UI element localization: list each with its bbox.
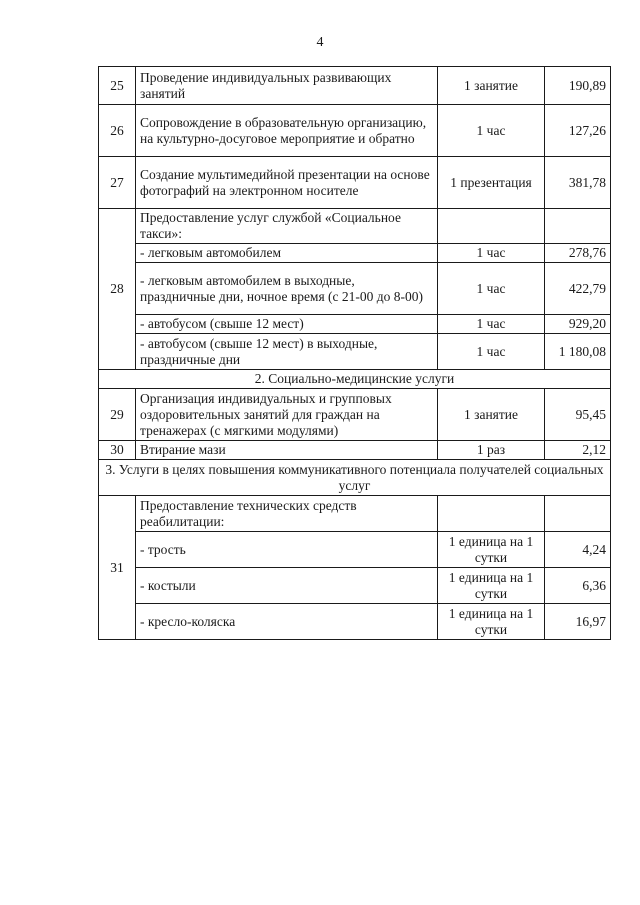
service-price: 127,26 [545, 105, 611, 157]
service-unit: 1 единица на 1 сутки [438, 532, 545, 568]
service-unit: 1 час [438, 263, 545, 315]
table-row-31-item [99, 568, 611, 604]
row-number: 31 [99, 496, 136, 640]
table-row-28-item [99, 334, 611, 370]
service-unit: 1 единица на 1 сутки [438, 604, 545, 640]
service-name: Организация индивидуальных и групповых оздоровительных занятий для граждан на тренажерах (с мягкими модулями) [136, 389, 438, 441]
service-price-empty [545, 209, 611, 244]
section-row [99, 370, 611, 389]
table-row-28-item [99, 244, 611, 263]
service-unit: 1 единица на 1 сутки [438, 568, 545, 604]
section-title: 2. Социально-медицинские услуги [99, 370, 611, 389]
service-subitem: - костыли [136, 568, 438, 604]
service-name: Проведение индивидуальных развивающих занятий [136, 67, 438, 105]
service-unit: 1 час [438, 244, 545, 263]
service-price: 381,78 [545, 157, 611, 209]
tariff-table [98, 66, 611, 640]
service-price: 929,20 [545, 315, 611, 334]
table-row-26 [99, 105, 611, 157]
service-subitem: - автобусом (свыше 12 мест) [136, 315, 438, 334]
table-row-29 [99, 389, 611, 441]
service-price: 2,12 [545, 441, 611, 460]
table-row-30 [99, 441, 611, 460]
service-unit: 1 час [438, 334, 545, 370]
section-title: 3. Услуги в целях повышения коммуникативного потенциала получателей социальных услуг [99, 460, 611, 496]
row-number: 30 [99, 441, 136, 460]
service-unit-empty [438, 209, 545, 244]
page-number: 4 [316, 35, 324, 50]
table-row-28-item [99, 263, 611, 315]
service-price: 422,79 [545, 263, 611, 315]
table-row-28-item [99, 315, 611, 334]
service-price-empty [545, 496, 611, 532]
service-subitem: - автобусом (свыше 12 мест) в выходные, праздничные дни [136, 334, 438, 370]
table-row-27 [99, 157, 611, 209]
service-name: Предоставление технических средств реабилитации: [136, 496, 438, 532]
service-price: 190,89 [545, 67, 611, 105]
service-unit: 1 презентация [438, 157, 545, 209]
table-row-31-header [99, 496, 611, 532]
service-unit: 1 занятие [438, 389, 545, 441]
service-subitem: - кресло-коляска [136, 604, 438, 640]
section-row [99, 460, 611, 496]
row-number: 28 [99, 209, 136, 370]
service-subitem: - легковым автомобилем [136, 244, 438, 263]
service-unit-empty [438, 496, 545, 532]
service-price: 16,97 [545, 604, 611, 640]
service-subitem: - трость [136, 532, 438, 568]
row-number: 25 [99, 67, 136, 105]
service-name: Предоставление услуг службой «Социальное такси»: [136, 209, 438, 244]
service-unit: 1 занятие [438, 67, 545, 105]
service-price: 4,24 [545, 532, 611, 568]
service-unit: 1 час [438, 315, 545, 334]
service-name: Сопровождение в образовательную организацию, на культурно-досуговое мероприятие и обратно [136, 105, 438, 157]
service-price: 6,36 [545, 568, 611, 604]
service-name: Создание мультимедийной презентации на основе фотографий на электронном носителе [136, 157, 438, 209]
service-subitem: - легковым автомобилем в выходные, праздничные дни, ночное время (с 21-00 до 8-00) [136, 263, 438, 315]
service-unit: 1 час [438, 105, 545, 157]
service-price: 1 180,08 [545, 334, 611, 370]
table-row-31-item [99, 604, 611, 640]
table-row-31-item [99, 532, 611, 568]
row-number: 26 [99, 105, 136, 157]
row-number: 29 [99, 389, 136, 441]
service-name: Втирание мази [136, 441, 438, 460]
row-number: 27 [99, 157, 136, 209]
service-price: 278,76 [545, 244, 611, 263]
service-price: 95,45 [545, 389, 611, 441]
table-row-28-header [99, 209, 611, 244]
table-row-25 [99, 67, 611, 105]
service-unit: 1 раз [438, 441, 545, 460]
